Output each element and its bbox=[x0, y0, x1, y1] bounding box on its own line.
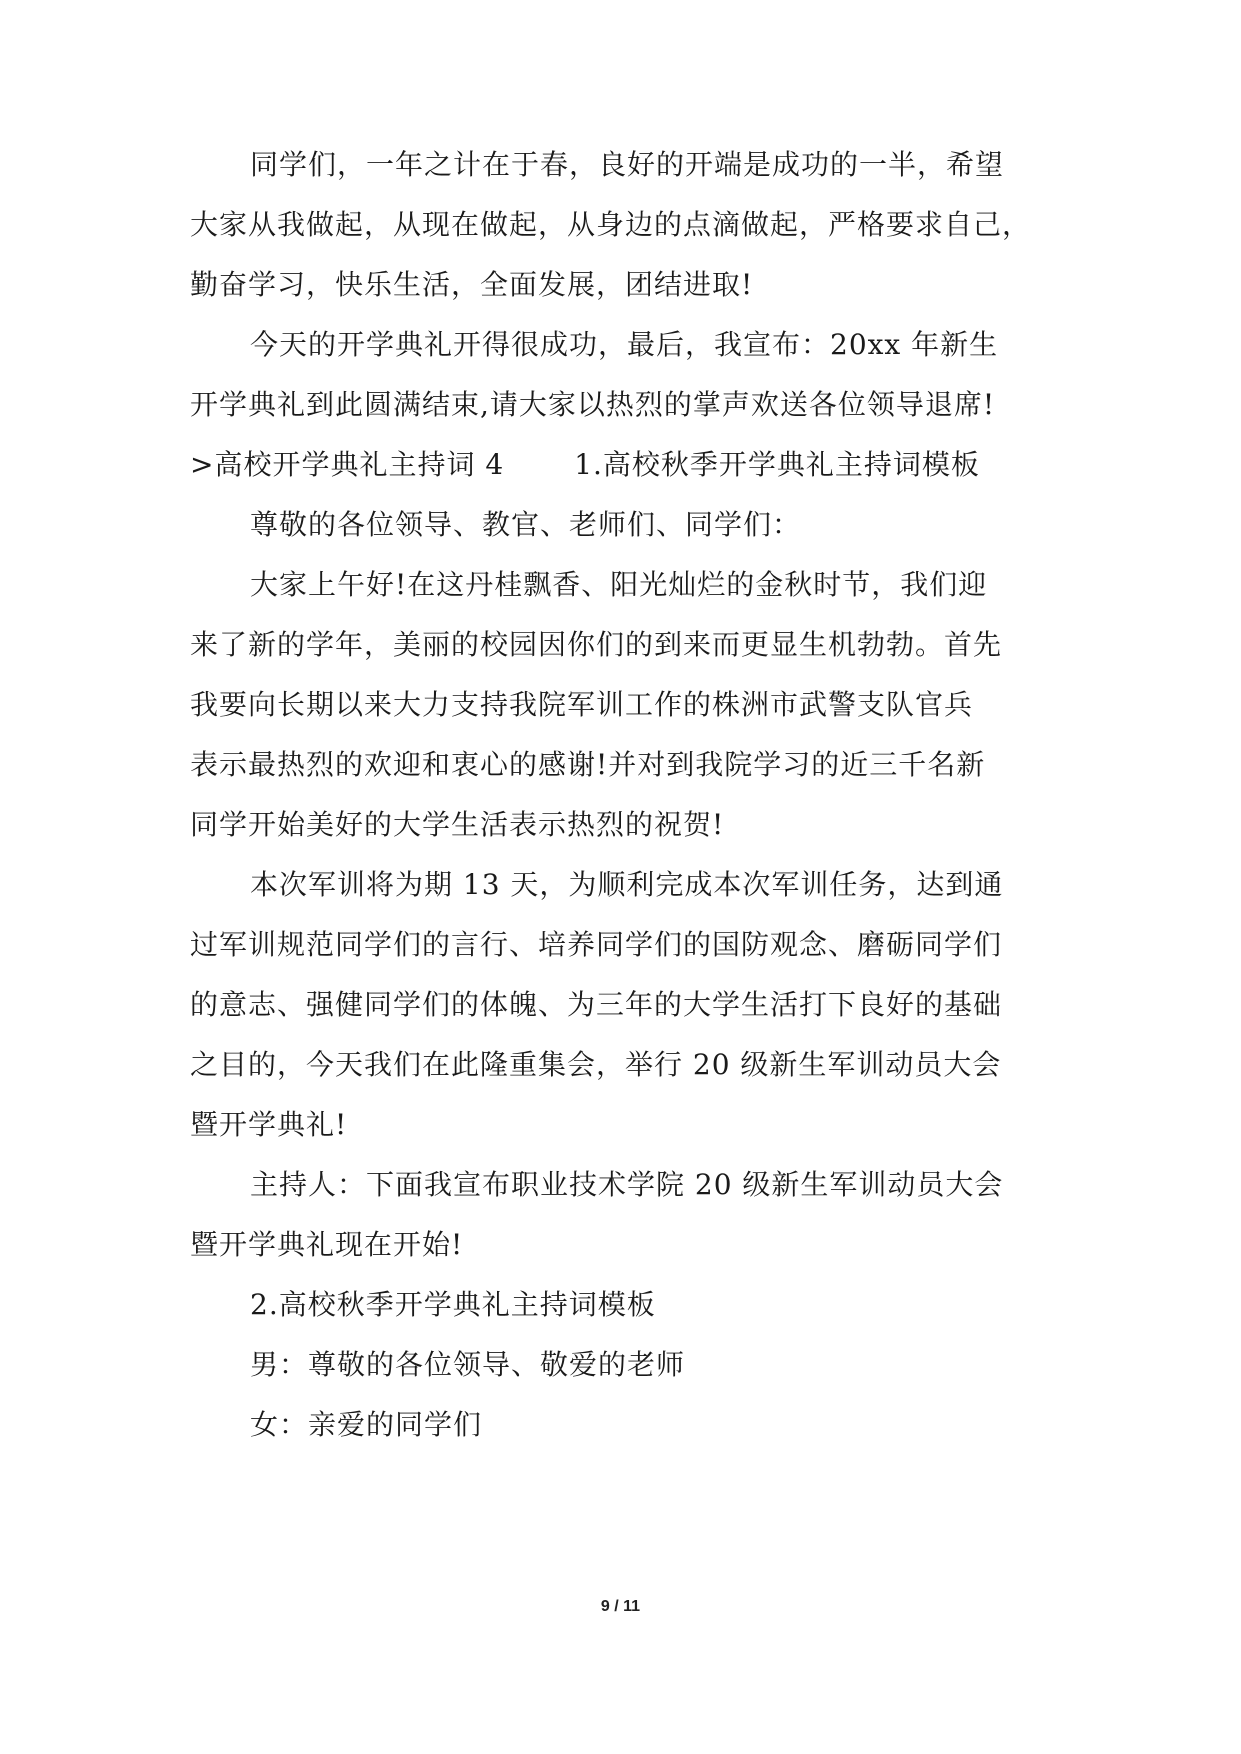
paragraph-line: 开学典礼到此圆满结束,请大家以热烈的掌声欢送各位领导退席! bbox=[190, 388, 996, 421]
paragraph-line: 的意志、强健同学们的体魄、为三年的大学生活打下良好的基础 bbox=[190, 988, 1003, 1021]
page-number: 9 / 11 bbox=[600, 1598, 641, 1615]
paragraph-line: 暨开学典礼现在开始! bbox=[190, 1228, 464, 1261]
paragraph-line: 我要向长期以来大力支持我院军训工作的株洲市武警支队官兵 bbox=[190, 688, 974, 721]
paragraph-line: 主持人：下面我宣布职业技术学院 20 级新生军训动员大会 bbox=[250, 1168, 1004, 1201]
paragraph-line: 勤奋学习，快乐生活，全面发展，团结进取! bbox=[190, 268, 754, 301]
paragraph-line: 本次军训将为期 13 天，为顺利完成本次军训任务，达到通 bbox=[250, 868, 1004, 901]
paragraph-line: 同学开始美好的大学生活表示热烈的祝贺! bbox=[190, 808, 725, 841]
dialogue-line: 女：亲爱的同学们 bbox=[250, 1408, 483, 1441]
section-heading-row bbox=[190, 445, 980, 485]
dialogue-line: 男：尊敬的各位领导、敬爱的老师 bbox=[250, 1348, 686, 1381]
paragraph-line: 大家从我做起，从现在做起，从身边的点滴做起，严格要求自己， bbox=[190, 208, 1032, 241]
paragraph-line: 暨开学典礼! bbox=[190, 1108, 348, 1141]
salutation-line: 尊敬的各位领导、教官、老师们、同学们： bbox=[250, 508, 802, 541]
paragraph-line: 表示最热烈的欢迎和衷心的感谢!并对到我院学习的近三千名新 bbox=[190, 748, 986, 781]
paragraph-line: 今天的开学典礼开得很成功，最后，我宣布：20xx 年新生 bbox=[250, 328, 999, 361]
paragraph-line: 同学们，一年之计在于春，良好的开端是成功的一半，希望 bbox=[250, 148, 1005, 181]
section-heading: >高校开学典礼主持词 4 bbox=[190, 448, 505, 481]
subsection-heading: 2.高校秋季开学典礼主持词模板 bbox=[250, 1288, 656, 1321]
paragraph-line: 来了新的学年，美丽的校园因你们的到来而更显生机勃勃。首先 bbox=[190, 628, 1003, 661]
paragraph-line: 过军训规范同学们的言行、培养同学们的国防观念、磨砺同学们 bbox=[190, 928, 1003, 961]
paragraph-line: 大家上午好!在这丹桂飘香、阳光灿烂的金秋时节，我们迎 bbox=[250, 568, 988, 601]
paragraph-line: 之目的，今天我们在此隆重集会，举行 20 级新生军训动员大会 bbox=[190, 1048, 1002, 1081]
subsection-heading: 1.高校秋季开学典礼主持词模板 bbox=[574, 448, 980, 481]
